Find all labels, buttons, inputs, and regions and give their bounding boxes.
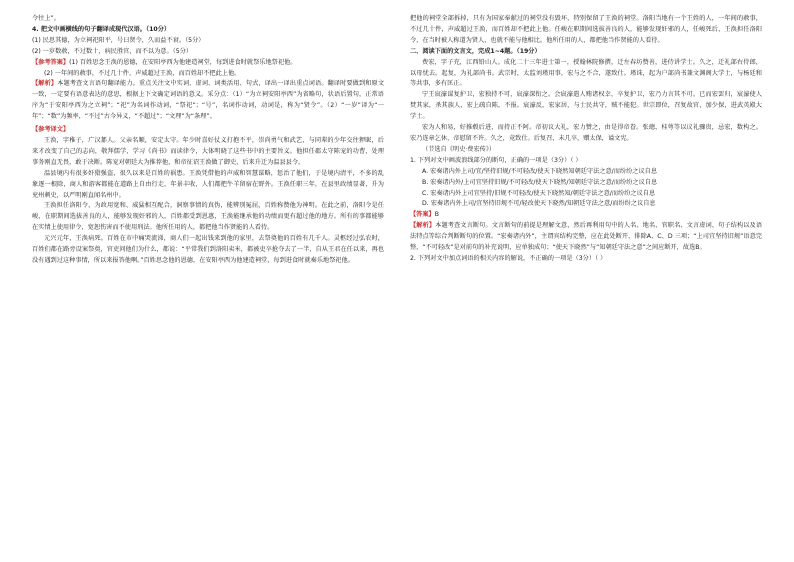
translation-paragraph: 温县境内有很多奸猾强盗，很久以来是百姓的祸患。王涣凭借他的声威和智慧谋略，惩治了他们，于是境内清平，不多的乱象逐一根除，商人和游客都能在道路上自由行走，年景丰收，人们都把牛羊留宿在野外。王涣任职三年，在县里政绩显著，升为兖州刺史，以严明刚直闻名州中。 [32,169,384,199]
answer-tag: 【答案】 [410,211,435,219]
passage-paragraph: 费宏，字子充，江西铅山人。成化二十三年进士第一，授翰林院修撰，迁左春坊赞善，进侍讲学士。久之，迁礼部右侍郎，以母忧去。起复，为礼部尚书。武宗时，太监刘瑾用事，宏与之不合，遂致仕。瑾诛，起为户部尚书兼文渊阁大学士，与杨廷和等共事，多有匡正。 [410,58,762,88]
explanation-tag: 【解析】 [32,80,58,88]
explanation-tag: 【解析】 [410,222,436,230]
explanation-text: 本题考查文言语句翻译能力。重点关注文中实词、虚词、词类活用、句式，译出一译出重点词语。翻译时要做到和原文一致，一定要有语意表达的意思，根据上下文确定词语的意义。采分点：（1）“为立祠安阳亭西”为省略句，状语后置句，正常语序为“于安阳亭西为之立祠”；“祀”为名词作动词，“祭祀”；“号”，名词作动词，动词是，称为“贤令”。（2）“一岁”译为“一年”；“数”为频率，“不过”古今异义，“不超过”；“文理”为“条理”。 [32,80,385,121]
option-d: D. 宏奏诸内外上司/宜坚持旧规不可/轻改使天下晓然/知朝廷守法之意/而纷纷之议自息 [422,200,656,208]
passage-source: （节选自《明史·费宏传》） [422,145,496,153]
translation-paragraph: 王涣担任洛阳令，为政用宽和、威猛相互配合，洞察事情的真伪，能辨别冤屈，百姓称赞他为神明。在此之前，洛阳令是任峻，在职期间选拔善良的人，能够发现奸邪的人，百姓都受到恩惠，王涣能继承他的功绩而更有超过他的地方。所有的事都能够在实情上使用律令，宽恕伤害而不使用刑法。他所任用的人，都把他当作贤能的人看待。 [32,202,384,232]
sentence-2: (2) 一岁数赦，不过数十，病民胜官，而不以为意。（5分） [32,47,193,55]
answer-tag: 【参考答案】 [32,58,70,66]
translation-paragraph: 王涣，字稚子，广汉郪人。父亲名顺，安定太守。年少时喜好仗义打抱不平，崇尚勇气和武艺，与同辈的少年交往狎昵，后来才改变了自己的志向，敬拜儒学，学习《尚书》而读律令，大体明晓了这些书中的主要旨义。他担任郡太守陈宠的功曹，处理事务刚直无畏，敢于决断。陈宠对朝廷大为推荐他，和帝征诏王涣做了御史，后来升迁为温县县令。 [32,136,384,166]
answer-2: (2) 一年间的赦事，不过几十件，声威超过王涣，而百姓却不把此上他。 [44,69,241,77]
continued-text: 把他的祠堂全部拆掉，只有为国家奉献过的祠堂没有毁坏，特别保留了王涣的祠堂。洛阳当地有一个王姓的人，一年间的赦事，不过几十件，声威超过王涣，而百姓却不把此上他。任峻在职期间选拔善良的人，能够发现奸邪的人，任峻死后，王涣担任洛阳令，在当时被人称道为贤人，也就不能与他相比。他所任用的人，都把他当作贤能的人看待。 [410,15,762,44]
sentence-1: (1) 民思其德，为立祠祀阳平，号曰贤令，久而益不衰。（5分） [32,36,205,44]
question-4: 4. 把文中画横线的句子翻译成现代汉语。（10分） [32,25,171,33]
passage-paragraph: 宏为人和易，好推毂后进，而持正不阿。帝初议大礼，宏力赞之，由是得帝眷。张璁、桂萼等以议礼骤贵，忌宏，数构之。宏乃连章乞休，帝慰留不许。久之，竟致仕。后复召，未几卒，赠太保，谥文宪。 [410,124,762,142]
text-line: 令往上”。 [32,15,60,22]
passage-paragraph: 宁王宸濠谋复护卫，宏独持不可，宸濠深衔之。会宸濠遣人贿诸权幸，卒复护卫，宏乃力言其不可。已而宏罢归，宸濠使人焚其家，杀其族人，宏上疏自陈，不报。宸濠反，宏家居，与士民共守，贼不能犯。世宗即位，召复故官，加少保，进武英殿大学士。 [410,91,762,121]
left-column [32,14,384,267]
question-1: 1. 下列对文中画波浪线部分的断句，正确的一项是（3分）（ ） [410,156,582,164]
translation-paragraph: 元兴元年，王涣病死。百姓在市中痛哭流涕，商人们一起出钱来到他的家里，去祭奠他的百姓有几千人。灵柩经过弘农时，百姓们都在路旁设案祭奠，官吏问他们为什么，都说：“平常我们到洛阳卖米，都被吏卒抢夺去了一半，自从王君在任以来，再也没有遇到过这种事情，所以来报答他啊。”百姓思念他的恩德，在安阳亭西为他建造祠堂，每到进食时就奏乐地祭祀他。 [32,235,384,264]
option-a: A. 宏奏诸内外上司/宜/坚持旧规/不可轻改/使天下晓然知朝廷守法之意/而纷纷之议自息 [422,167,658,175]
question-2: 2. 下列对文中加点词语的相关内容的解说，不正确的一项是（3分）（ ） [410,254,607,262]
section-2-heading: 二、阅读下面的文言文，完成1~4题。（19分） [410,47,541,55]
option-b: B. 宏奏诸内外/上司宜坚持旧规/不可轻改/使天下晓然/知朝廷守法之意/而纷纷之议自息 [422,178,658,186]
right-column [410,14,762,265]
explanation-text: 本题考查文言断句。文言断句的前提是理解文意，然后再利用句中的人名、地名、官职名、文言虚词、句子结构以及语法特点等综合判断断句的位置。“宏奏诸内外”，主谓宾结构完整，应在此处断开，排除A、C、D 三项；“上司宜坚持旧规”语意完整，“不可轻改”是对前句的补充说明，应单独成句；“使天下晓然”与“知朝廷守法之意”之间应断开，故选B。 [410,222,763,252]
translation-tag: 【参考译文】 [32,126,70,134]
option-c: C. 宏奏诸内外上司宜坚持/旧规不可轻改/使天下晓然知/朝廷守法之意/而纷纷之议自息 [422,189,656,197]
answer-1: (1) 百姓思念王涣的恩德，在安阳亭西为他建造祠堂，每到进食时就祭乐地祭祀他。 [69,58,297,66]
answer-value: B [434,211,439,219]
